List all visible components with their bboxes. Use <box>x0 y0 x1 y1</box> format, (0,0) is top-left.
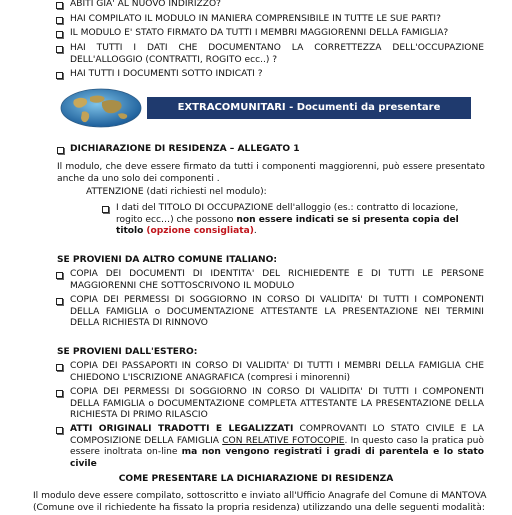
attention-label: ATTENZIONE (dati richiesti nel modulo): <box>86 187 267 197</box>
checkbox-icon <box>56 390 63 397</box>
checklist-item: HAI TUTTI I DOCUMENTI SOTTO INDICATI ? <box>70 69 484 81</box>
checkbox-icon <box>56 364 63 371</box>
list-item: COPIA DEI DOCUMENTI DI IDENTITA' DEL RICHIEDENTE E DI TUTTI LE PERSONE MAGGIORENNI CHE SOTTOSCRIVONO IL MODULO <box>70 269 484 292</box>
checkbox-icon <box>56 2 63 9</box>
checklist-item: ABITI GIA' AL NUOVO INDIRIZZO? <box>70 0 484 11</box>
world-map-icon <box>60 88 142 128</box>
list-item: ATTI ORIGINALI TRADOTTI E LEGALIZZATI COMPROVANTI LO STATO CIVILE E LA COMPOSIZIONE DELLA FAMIGLIA CON RELATIVE FOTOCOPIE. In questo caso la pratica può essere inoltrata on-line ma non vengono registrati i gradi di parentela e lo stato civile <box>70 424 484 470</box>
checklist-item: IL MODULO E' STATO FIRMATO DA TUTTI I MEMBRI MAGGIORENNI DELLA FAMIGLIA? <box>70 28 484 40</box>
list-item: COPIA DEI PERMESSI DI SOGGIORNO IN CORSO DI VALIDITA' DI TUTTI I COMPONENTI DELLA FAMIGLIA o DOCUMENTAZIONE COMPLETA ATTESTANTE LA PRESENTAZIONE DELLA RICHIESTA DI PRIMO RILASCIO <box>70 387 484 422</box>
section-heading: COME PRESENTARE LA DICHIARAZIONE DI RESIDENZA <box>118 474 394 484</box>
section-heading: SE PROVIENI DALL'ESTERO: <box>57 347 198 357</box>
checkbox-icon <box>56 31 63 38</box>
section-heading: DICHIARAZIONE DI RESIDENZA – ALLEGATO 1 <box>57 144 300 156</box>
checkbox-icon <box>56 72 63 79</box>
body-line: (Comune ove il richiedente ha fissato la propria residenza) utilizzando una delle seguenti modalità: <box>33 503 485 513</box>
list-item: COPIA DEI PASSAPORTI IN CORSO DI VALIDITA' DI TUTTI I MEMBRI DELLA FAMIGLIA CHE CHIEDONO L'ISCRIZIONE ANAGRAFICA (compresi i minorenni) <box>70 361 484 384</box>
checkbox-icon <box>56 17 63 24</box>
body-line: Il modulo deve essere compilato, sottoscritto e inviato all'Ufficio Anagrafe del Comune di MANTOVA <box>33 491 487 501</box>
note-item: I dati del TITOLO DI OCCUPAZIONE dell'alloggio (es.: contratto di locazione, rogito ecc…) che possono non essere indicati se si presenta copia del titolo (opzione consigliata). <box>116 203 480 238</box>
list-item: COPIA DEI PERMESSI DI SOGGIORNO IN CORSO DI VALIDITA' DI TUTTI I COMPONENTI DELLA FAMIGLIA o DOCUMENTAZIONE ATTESTANTE LA PRESENTAZIONE NEI TERMINI DELLA RICHIESTA DI RINNOVO <box>70 295 484 330</box>
checkbox-icon <box>56 272 63 279</box>
checkbox-icon <box>57 147 64 154</box>
intro-paragraph: Il modulo, che deve essere firmato da tutti i componenti maggiorenni, può essere presentato anche da uno solo dei componenti . <box>57 162 485 184</box>
checkbox-icon <box>56 298 63 305</box>
checkbox-icon <box>56 46 63 53</box>
section-banner: EXTRACOMUNITARI - Documenti da presentare <box>147 97 471 119</box>
checkbox-icon <box>56 427 63 434</box>
checkbox-icon <box>102 206 109 213</box>
checklist-item: HAI TUTTI I DATI CHE DOCUMENTANO LA CORRETTEZZA DELL'OCCUPAZIONE DELL'ALLOGGIO (CONTRATTI, ROGITO ecc..) ? <box>70 43 484 66</box>
checklist-item: HAI COMPILATO IL MODULO IN MANIERA COMPRENSIBILE IN TUTTE LE SUE PARTI? <box>70 14 484 26</box>
section-heading: SE PROVIENI DA ALTRO COMUNE ITALIANO: <box>57 255 277 265</box>
